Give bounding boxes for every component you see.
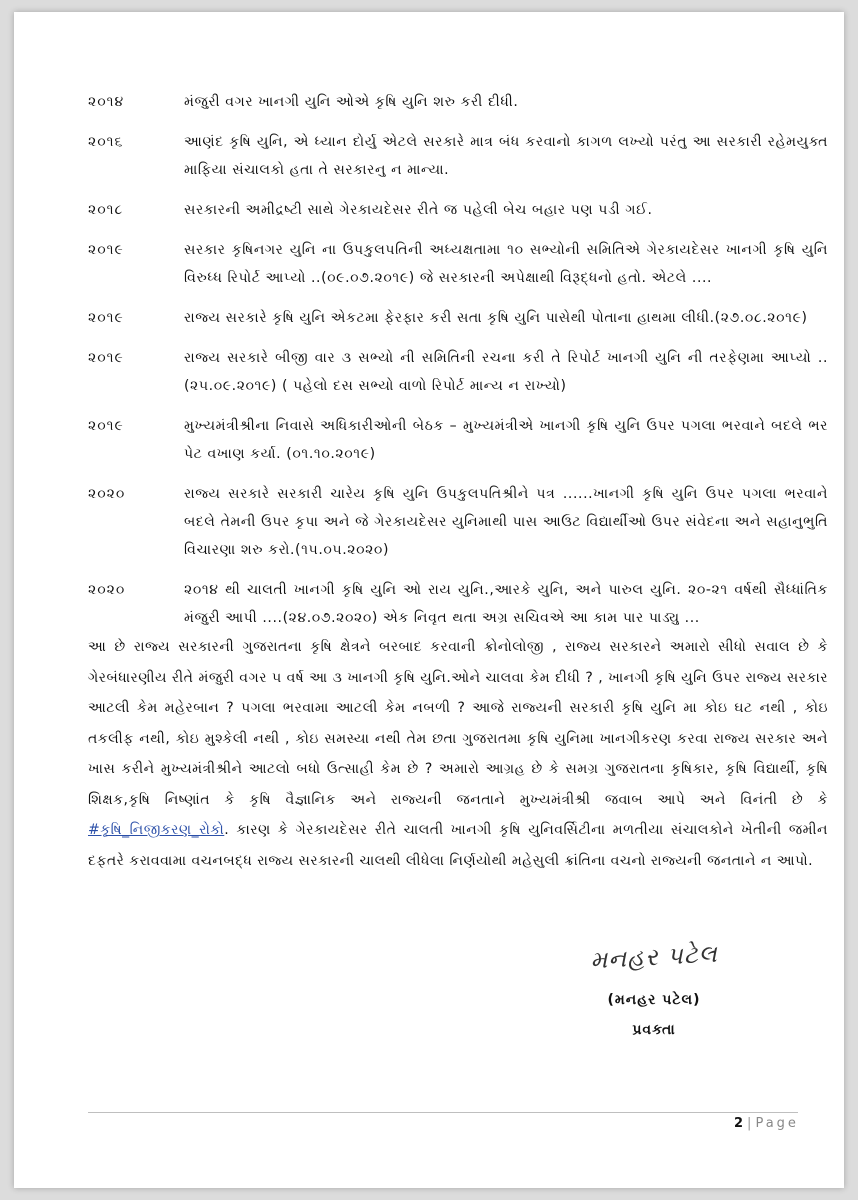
timeline-row — [88, 88, 828, 116]
page-separator: | — [747, 1116, 752, 1131]
timeline-event: રાજ્ય સરકારે કૃષિ યુનિ એકટમા ફેરફાર કરી સતા કૃષિ યુનિ પાસેથી પોતાના હાથમા લીધી.(૨૭.૦૮.૨૦૧૯) — [184, 310, 808, 326]
timeline-event: મંજુરી વગર ખાનગી યુનિ ઓએ કૃષિ યુનિ શરુ કરી દીધી. — [184, 94, 519, 110]
timeline-year: ૨૦૧૮ — [88, 202, 124, 218]
timeline-year: ૨૦૧૯ — [88, 242, 124, 258]
timeline-year: ૨૦૧૪ — [88, 94, 125, 110]
timeline-event: રાજ્ય સરકારે બીજી વાર ૩ સભ્યો ની સમિતિની રચના કરી તે રિપોર્ટ ખાનગી યુનિ ની તરફેણમા આપ્યો ..(૨૫.૦૯.૨૦૧૯) ( પહેલો દસ સભ્યો વાળો રિપોર્ટ માન્ય ન રાખ્યો) — [184, 350, 828, 394]
timeline-year: ૨૦૨૦ — [88, 582, 126, 598]
timeline-year: ૨૦૧૯ — [88, 418, 124, 434]
timeline-row — [88, 304, 828, 332]
page-footer — [734, 1116, 799, 1131]
timeline-event: સરકાર કૃષિનગર યુનિ ના ઉપકુલપતિની અધ્યક્ષતામા ૧૦ સભ્યોની સમિતિએ ગેરકાયદેસર ખાનગી કૃષિ યુનિ વિરુધ્ધ રિપોર્ટ આપ્યો ..(૦૯.૦૭.૨૦૧૯) જે સરકારની અપેક્ષાથી વિરૂદ્ધનો હતો. એટલે .... — [184, 242, 828, 286]
timeline — [88, 88, 828, 644]
timeline-event: રાજ્ય સરકારે સરકારી ચારેય કૃષિ યુનિ ઉપકુલપતિશ્રીને પત્ર ......ખાનગી કૃષિ યુનિ ઉપર પગલા ભરવાને બદલે તેમની ઉપર કૃપા અને જે ગેરકાયદેસર યુનિમાથી પાસ આઉટ વિદ્યાર્થીઓ ઉપર સંવેદના અને સહાનુભુતિ વિચારણા શરુ કરો.(૧૫.૦૫.૨૦૨૦) — [184, 486, 828, 558]
timeline-event: સરકારની અમીદ્રષ્ટી સાથે ગેરકાયદેસર રીતે જ પહેલી બેચ બહાર પણ પડી ગઈ. — [184, 202, 653, 218]
timeline-row — [88, 196, 828, 224]
closing-paragraph — [88, 632, 828, 876]
timeline-year: ૨૦૧૯ — [88, 310, 124, 326]
page-label: Page — [755, 1116, 799, 1131]
handwritten-signature: મનહર પટેલ — [589, 939, 719, 975]
signature-block — [554, 932, 754, 1038]
closing-text-before: આ છે રાજ્ય સરકારની ગુજરાતના કૃષિ ક્ષેત્રને બરબાદ કરવાની ક્રોનોલોજી , રાજ્ય સરકારને અમારો સીધો સવાલ છે કે ગેરબંધારણીય રીતે મંજુરી વગર ૫ વર્ષ આ ૩ ખાનગી કૃષિ યુનિ.ઓને ચાલવા કેમ દીધી ? , ખાનગી કૃષિ યુનિ ઉપર રાજ્ય સરકાર આટલી કેમ મહેરબાન ? પગલા ભરવામા આટલી કેમ નબળી ? આજે રાજ્યની સરકારી કૃષિ યુનિ મા કોઇ ઘટ નથી , કોઇ તકલીફ નથી, કોઇ મુશ્કેલી નથી , કોઇ સમસ્યા નથી તેમ છતા ગુજરાતમા કૃષિ યુનિમા ખાનગીકરણ કરવા રાજ્ય સરકાર અને ખાસ કરીને મુખ્યમંત્રીશ્રીને આટલો બધો ઉત્સાહી કેમ છે ? અમારો આગ્રહ છે કે સમગ્ર ગુજરાતના કૃષિકાર, કૃષિ વિદ્યાર્થી, કૃષિ શિક્ષક,કૃષિ નિષ્ણાંત કે કૃષિ વૈજ્ઞાનિક અને રાજ્યની જનતાને મુખ્યમંત્રીશ્રી જવાબ આપે અને વિનંતી છે કે — [88, 639, 828, 808]
document-page — [14, 12, 844, 1188]
timeline-year: ૨૦૧૬ — [88, 134, 124, 150]
timeline-event: મુખ્યમંત્રીશ્રીના નિવાસે અધિકારીઓની બેઠક – મુખ્યમંત્રીએ ખાનગી કૃષિ યુનિ ઉપર પગલા ભરવાને બદલે ભર પેટ વખાણ કર્યા. (૦૧.૧૦.૨૦૧૯) — [184, 418, 828, 462]
timeline-year: ૨૦૨૦ — [88, 486, 126, 502]
timeline-row — [88, 236, 828, 292]
footer-divider — [88, 1112, 798, 1113]
page-number: 2 — [734, 1116, 744, 1131]
closing-text-after: . કારણ કે ગેરકાયદેસર રીતે ચાલતી ખાનગી કૃષિ યુનિવર્સિટીના મળતીયા સંચાલકોને ખેતીની જમીન દફતરે કરાવવામા વચનબદ્ધ રાજ્ય સરકારની ચાલથી લીધેલા નિર્ણયોથી મહેસુલી ક્રાંતિના વચનો રાજ્યની જનતાને ન આપો. — [88, 822, 828, 869]
timeline-event: ૨૦૧૪ થી ચાલતી ખાનગી કૃષિ યુનિ ઓ રાય યુનિ.,આરકે યુનિ, અને પારુલ યુનિ. ૨૦-૨૧ વર્ષથી સૈધ્ધાંતિક મંજુરી આપી ....(૨૪.૦૭.૨૦૨૦) એક નિવૃત થતા અગ્ર સચિવએ આ કામ પાર પાડ્યુ ... — [184, 582, 828, 626]
timeline-row — [88, 344, 828, 400]
signatory-name: (મનહર પટેલ) — [607, 992, 701, 1008]
timeline-row — [88, 480, 828, 564]
signatory-role: પ્રવક્તા — [632, 1022, 676, 1038]
timeline-row — [88, 576, 828, 632]
timeline-event: આણંદ કૃષિ યુનિ, એ ધ્યાન દોર્યુ એટલે સરકારે માત્ર બંધ કરવાનો કાગળ લખ્યો પરંતુ આ સરકારી રહેમયુક્ત માફિયા સંચાલકો હતા તે સરકારનુ ન માન્યા. — [184, 134, 828, 178]
hashtag-link[interactable]: #કૃષિ_નિજીકરણ_રોકો — [88, 822, 225, 838]
timeline-row — [88, 412, 828, 468]
timeline-year: ૨૦૧૯ — [88, 350, 124, 366]
timeline-row — [88, 128, 828, 184]
